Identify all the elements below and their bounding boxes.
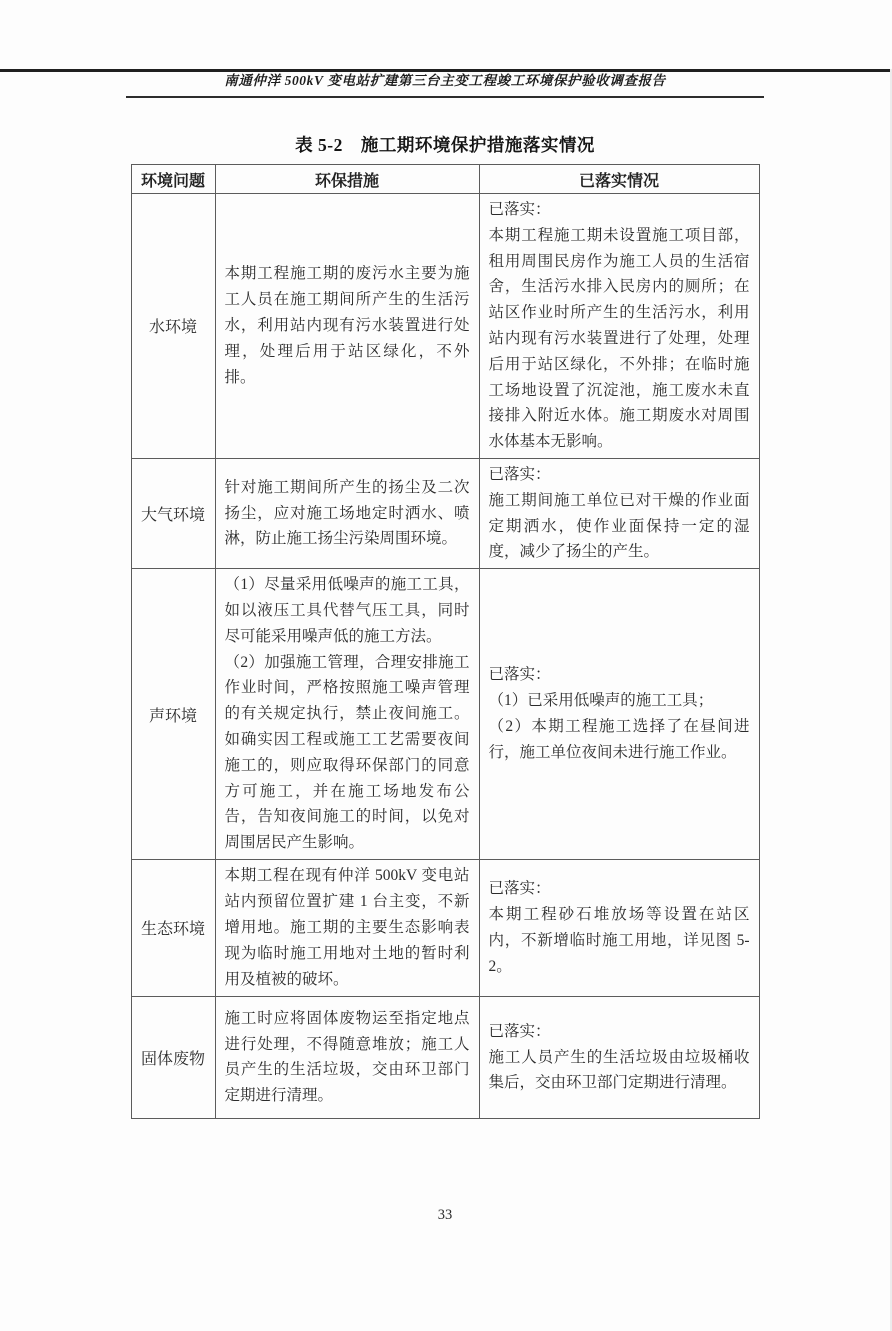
status-paragraph: 本期工程砂石堆放场等设置在站区内，不新增临时施工用地，详见图 5-2。 — [488, 906, 750, 975]
status-cell — [479, 996, 759, 1118]
table-header — [131, 165, 759, 194]
issue-cell: 声环境 — [131, 569, 215, 860]
table-title: 表 5-2 施工期环境保护措施落实情况 — [295, 135, 595, 155]
measure-paragraph: （1）尽量采用低噪声的施工工具，如以液压工具代替气压工具，同时尽可能采用噪声低的施工方法。 — [224, 576, 470, 645]
status-label: 已落实： — [488, 880, 551, 898]
measure-paragraph: 本期工程在现有仲洋 500kV 变电站站内预留位置扩建 1 台主变，不新增用地。施工期的主要生态影响表现为临时施工用地对土地的暂时利用及植被的破坏。 — [224, 867, 470, 988]
measure-cell — [215, 458, 479, 568]
table-row — [131, 996, 759, 1118]
measure-paragraph: 针对施工期间所产生的扬尘及二次扬尘，应对施工场地定时洒水、喷淋，防止施工扬尘污染周围环境。 — [224, 478, 470, 548]
issue-cell: 大气环境 — [131, 458, 215, 568]
document-page — [0, 69, 892, 1331]
environment-measures-table — [131, 164, 760, 1119]
column-header-issue: 环境问题 — [131, 165, 215, 194]
issue-cell: 生态环境 — [131, 859, 215, 996]
column-header-measure: 环保措施 — [215, 165, 479, 194]
status-paragraph: 施工期间施工单位已对干燥的作业面定期洒水，使作业面保持一定的湿度，减少了扬尘的产生。 — [488, 491, 750, 561]
issue-cell: 水环境 — [131, 194, 215, 459]
status-cell — [479, 859, 759, 996]
measure-paragraph: 本期工程施工期的废污水主要为施工人员在施工期间所产生的生活污水，利用站内现有污水装置进行处理，处理后用于站区绿化，不外排。 — [224, 265, 470, 386]
status-paragraph: 施工人员产生的生活垃圾由垃圾桶收集后，交由环卫部门定期进行清理。 — [488, 1048, 750, 1092]
table-row — [131, 194, 759, 459]
measure-cell — [215, 859, 479, 996]
table-row — [131, 859, 759, 996]
issue-cell: 固体废物 — [131, 996, 215, 1118]
header-rule — [126, 96, 764, 98]
table-row — [131, 569, 759, 860]
status-paragraph: （2）本期工程施工选择了在昼间进行，施工单位夜间未进行施工作业。 — [488, 718, 750, 761]
status-paragraph: 本期工程施工期未设置施工项目部，租用周围民房作为施工人员的生活宿舍，生活污水排入民房内的厕所；在站区作业时所产生的生活污水，利用站内现有污水装置进行了处理，处理后用于站区绿化，不外排；在临时施工场地设置了沉淀池，施工废水未直接排入附近水体。施工期废水对周围水体基本无影响。 — [488, 226, 750, 451]
status-cell — [479, 194, 759, 459]
page-number: 33 — [437, 1206, 453, 1223]
status-label: 已落实： — [488, 666, 551, 684]
status-label: 已落实： — [488, 1022, 551, 1040]
measure-cell — [215, 996, 479, 1118]
status-cell — [479, 458, 759, 568]
column-header-status: 已落实情况 — [479, 165, 759, 194]
measure-cell — [215, 569, 479, 860]
status-paragraph: （1）已采用低噪声的施工工具； — [488, 692, 714, 710]
status-label: 已落实： — [488, 201, 551, 218]
measure-paragraph: （2）加强施工管理，合理安排施工作业时间，严格按照施工噪声管理的有关规定执行，禁止夜间施工。如确实因工程或施工工艺需要夜间施工的，则应取得环保部门的同意方可施工，并在施工场地发布公告，告知夜间施工的时间，以免对周围居民产生影响。 — [224, 653, 470, 852]
document-header: 南通仲洋 500kV 变电站扩建第三台主变工程竣工环境保护验收调查报告 — [224, 73, 666, 88]
status-cell — [479, 569, 759, 860]
table-header-row — [131, 165, 759, 194]
table-row — [131, 458, 759, 568]
scan-edge-artifact — [0, 69, 890, 72]
status-label: 已落实： — [488, 465, 551, 483]
measure-paragraph: 施工时应将固体废物运至指定地点进行处理，不得随意堆放；施工人员产生的生活垃圾，交由环卫部门定期进行清理。 — [224, 1009, 470, 1105]
table-body — [131, 194, 759, 1119]
measure-cell — [215, 194, 479, 459]
